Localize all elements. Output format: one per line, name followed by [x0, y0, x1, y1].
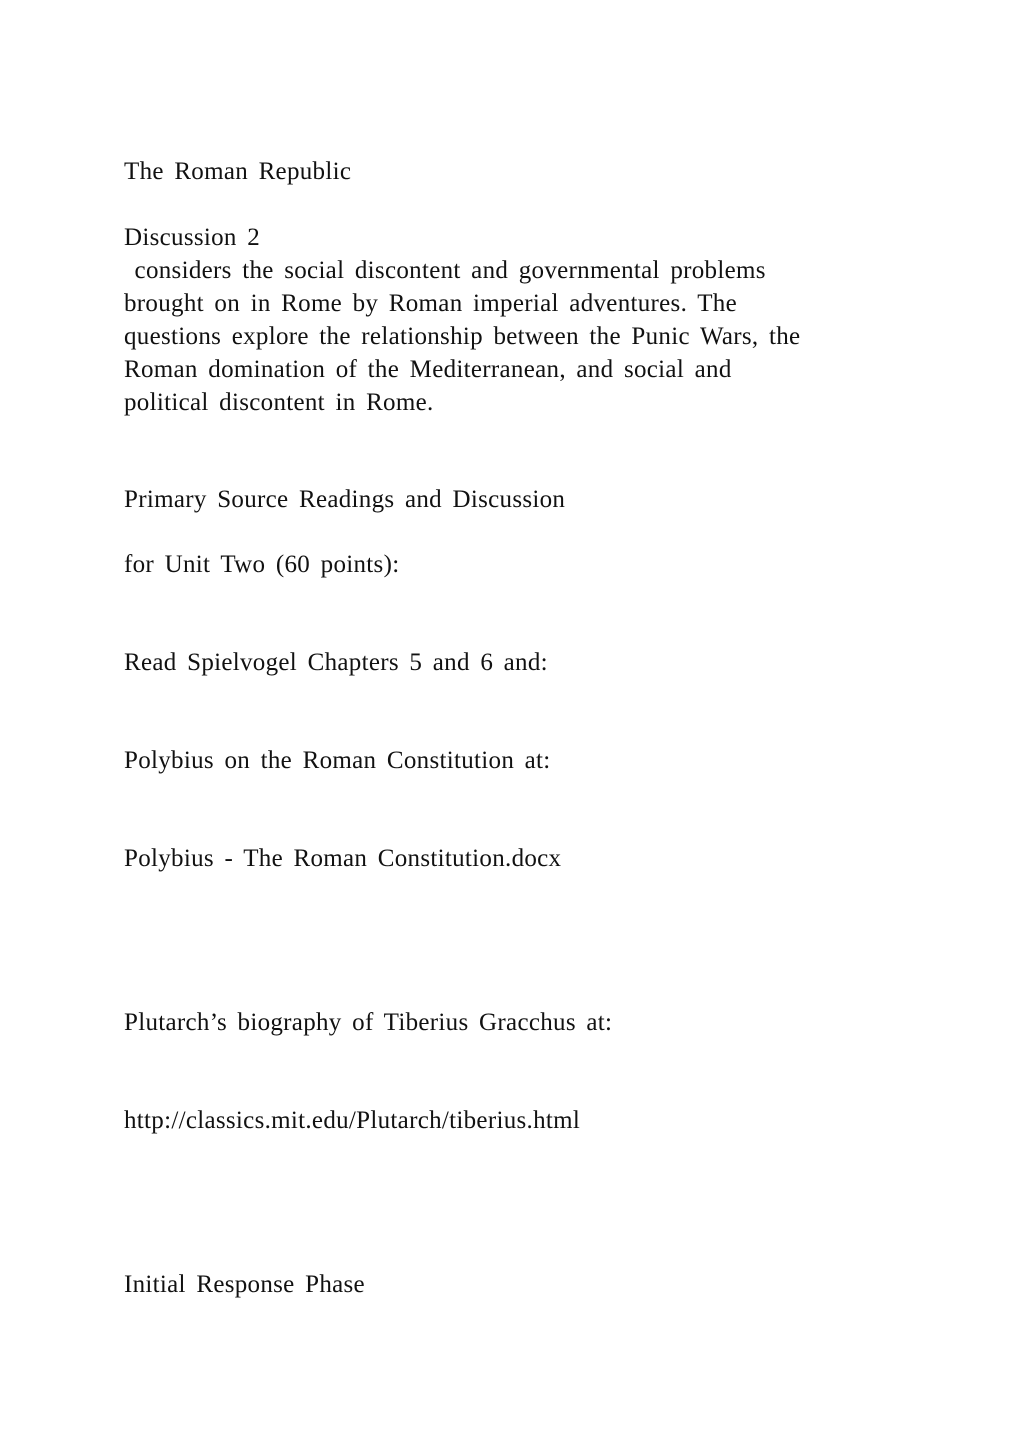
read-instruction: Read Spielvogel Chapters 5 and 6 and:: [124, 649, 548, 676]
discussion-heading: Discussion 2: [124, 224, 261, 251]
phase-heading: Initial Response Phase: [124, 1271, 365, 1298]
polybius-file-link[interactable]: Polybius - The Roman Constitution.docx: [124, 845, 562, 872]
unit-label: for Unit Two (60 points):: [124, 551, 400, 578]
intro-paragraph: [124, 254, 904, 419]
polybius-intro: Polybius on the Roman Constitution at:: [124, 747, 551, 774]
document-title: The Roman Republic: [124, 158, 352, 185]
intro-line: Roman domination of the Mediterranean, and social and: [124, 356, 732, 383]
intro-line: questions explore the relationship between the Punic Wars, the: [124, 323, 801, 350]
plutarch-intro: Plutarch’s biography of Tiberius Gracchus at:: [124, 1009, 613, 1036]
intro-line: brought on in Rome by Roman imperial adventures. The: [124, 290, 738, 317]
intro-line: political discontent in Rome.: [124, 389, 434, 416]
plutarch-url-link[interactable]: http://classics.mit.edu/Plutarch/tiberius.html: [124, 1107, 581, 1134]
readings-heading: Primary Source Readings and Discussion: [124, 486, 566, 513]
intro-line: considers the social discontent and governmental problems: [124, 257, 766, 284]
